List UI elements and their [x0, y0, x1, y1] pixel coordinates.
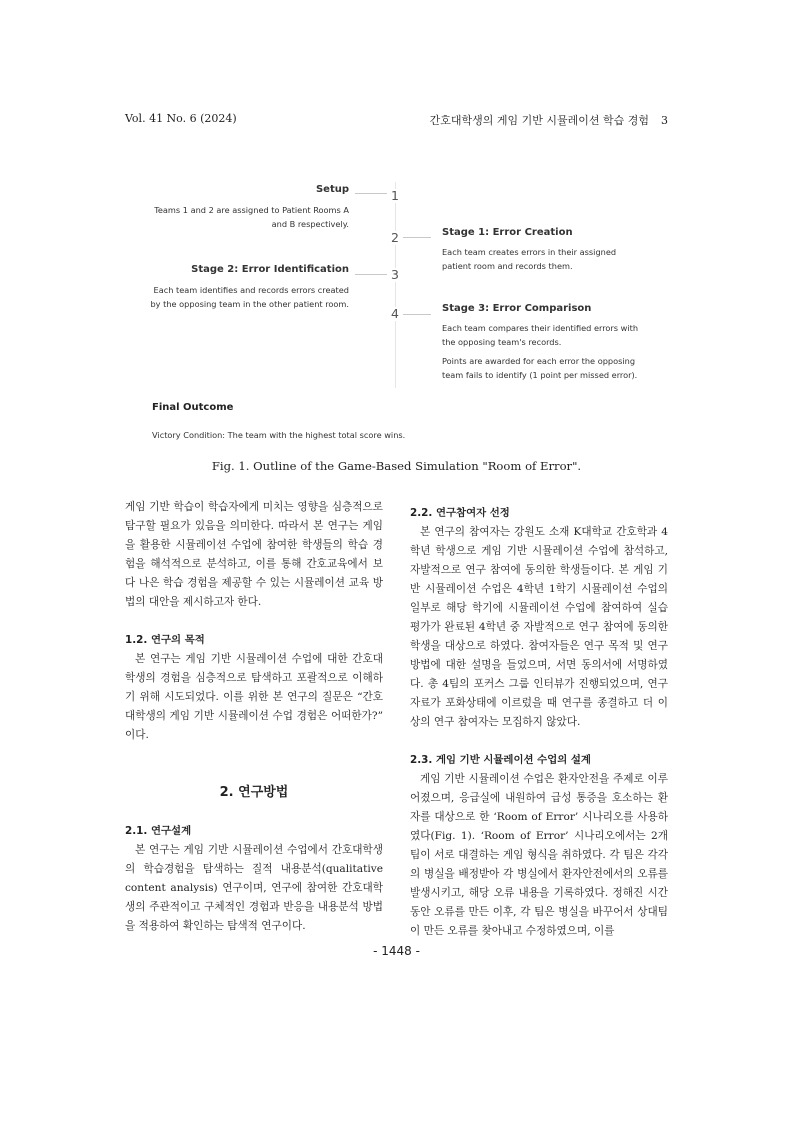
connector-4 — [403, 314, 431, 315]
journal-volume: Vol. 41 No. 6 (2024) — [125, 112, 237, 125]
stage2-desc-line: Each team identifies and records errors created — [153, 285, 349, 295]
connector-3 — [355, 274, 387, 275]
step-number-3: 3 — [387, 268, 403, 282]
stage1-description — [442, 245, 662, 273]
timeline-axis — [395, 182, 396, 388]
stage3-desc-line: Each team compares their identified errors with — [442, 323, 639, 333]
running-title: 간호대학생의 게임 기반 시뮬레이션 학습 경험 — [429, 114, 649, 127]
stage3-title: Stage 3: Error Comparison — [442, 303, 592, 314]
step-number-2: 2 — [387, 231, 403, 245]
stage1-title: Stage 1: Error Creation — [442, 227, 573, 238]
victory-condition: Victory Condition: The team with the highest total score wins. — [152, 430, 406, 440]
header-page-number: 3 — [661, 114, 668, 127]
stage3-desc-line: team fails to identify (1 point per missed error). — [442, 370, 638, 380]
right-column — [410, 498, 668, 941]
setup-desc-line: Teams 1 and 2 are assigned to Patient Rooms A — [154, 205, 349, 215]
left-column — [125, 498, 383, 936]
connector-2 — [403, 237, 431, 238]
stage1-desc-line: Each team creates errors in their assigned — [442, 247, 617, 257]
step-number-1: 1 — [387, 189, 403, 203]
stage3-description — [442, 321, 662, 382]
section-2-title: 2. 연구방법 — [219, 785, 289, 800]
step-number-4: 4 — [387, 307, 403, 321]
setup-title: Setup — [315, 184, 349, 195]
figure-game-outline — [150, 176, 650, 446]
stage2-desc-line: by the opposing team in the other patient room. — [150, 299, 349, 309]
stage3-desc-line: the opposing team's records. — [442, 337, 562, 347]
subsection-1-2-text: 본 연구는 게임 기반 시뮬레이션 수업에 대한 간호대학생의 경험을 심층적으로 탐색하고 포괄적으로 이해하기 위해 시도되었다. 이를 위한 본 연구의 질문은 “간호대학생의 게임 기반 시뮬레이션 수업 경험은 어떠한가?” 이다. — [125, 653, 383, 741]
stage2-title: Stage 2: Error Identification — [191, 264, 349, 275]
subsection-2-2-title: 2.2. 연구참여자 선정 — [410, 507, 510, 519]
subsection-2-3-title: 2.3. 게임 기반 시뮬레이션 수업의 설계 — [410, 754, 591, 766]
connector-1 — [355, 193, 387, 194]
subsection-2-1-text: 본 연구는 게임 기반 시뮬레이션 수업에서 간호대학생의 학습경험을 탐색하는 질적 내용분석(qualitative content analysis) 연구이며, 연구에 참여한 간호대학생의 주관적이고 구체적인 경험과 반응을 내용분석 방법을 적용하여 확인하는 탐색적 연구이다. — [125, 844, 383, 932]
page-number-footer: - 1448 - — [373, 944, 420, 958]
intro-paragraph: 게임 기반 학습이 학습자에게 미치는 영향을 심층적으로 탐구할 필요가 있음을 의미한다. 따라서 본 연구는 게임을 활용한 시뮬레이션 수업에 참여한 학생들의 학습 경험을 해석적으로 분석하고, 이를 통해 간호교육에서 보다 나은 학습 경험을 제공할 수 있는 시뮬레이션 교육 방법의 대안을 제시하고자 한다. — [125, 501, 383, 608]
final-outcome-title: Final Outcome — [152, 402, 234, 413]
stage3-desc-line: Points are awarded for each error the opposing — [442, 356, 636, 366]
running-header — [430, 112, 668, 128]
subsection-2-1-title: 2.1. 연구설계 — [125, 825, 192, 837]
stage2-description — [119, 283, 349, 311]
subsection-1-2-title: 1.2. 연구의 목적 — [125, 634, 205, 646]
subsection-2-2-text: 본 연구의 참여자는 강원도 소재 K대학교 간호학과 4학년 학생으로 게임 기반 시뮬레이션 수업에 참석하고, 자발적으로 연구 참여에 동의한 학생들이다. 본 게임 기반 시뮬레이션 수업은 4학년 1학기 시뮬레이션 수업의 일부로 해당 학기에 시뮬레이션 수업에 참여하여 실습 평가가 완료된 4학년 중 자발적으로 연구 참여에 동의한 학생을 대상으로 하였다. 참여자들은 연구 목적 및 연구 방법에 대한 설명을 들었으며, 서면 동의서에 서명하였다. 총 4팀의 포커스 그룹 인터뷰가 진행되었으며, 연구 자료가 포화상태에 이르렀을 때 연구를 종결하고 더 이상의 연구 참여자는 모집하지 않았다. — [410, 526, 668, 728]
subsection-2-3-text: 게임 기반 시뮬레이션 수업은 환자안전을 주제로 이루어졌으며, 응급실에 내원하여 급성 통증을 호소하는 환자를 대상으로 한 ‘Room of Error’ 시나리오를 사용하였다(Fig. 1). ‘Room of Error’ 시나리오에서는 2개 팀이 서로 대결하는 게임 형식을 취하였다. 각 팀은 각각의 병실을 배정받아 각 병실에서 환자안전에서의 오류를 발생시키고, 해당 오류 내용을 기록하였다. 정해진 시간 동안 오류를 만든 이후, 각 팀은 병실을 바꾸어서 상대팀이 만든 오류를 찾아내고 수정하였으며, 이를 — [410, 773, 668, 937]
stage1-desc-line: patient room and records them. — [442, 261, 573, 271]
setup-description — [119, 203, 349, 231]
figure-caption: Fig. 1. Outline of the Game-Based Simulation "Room of Error". — [211, 459, 582, 473]
setup-desc-line: and B respectively. — [271, 219, 349, 229]
